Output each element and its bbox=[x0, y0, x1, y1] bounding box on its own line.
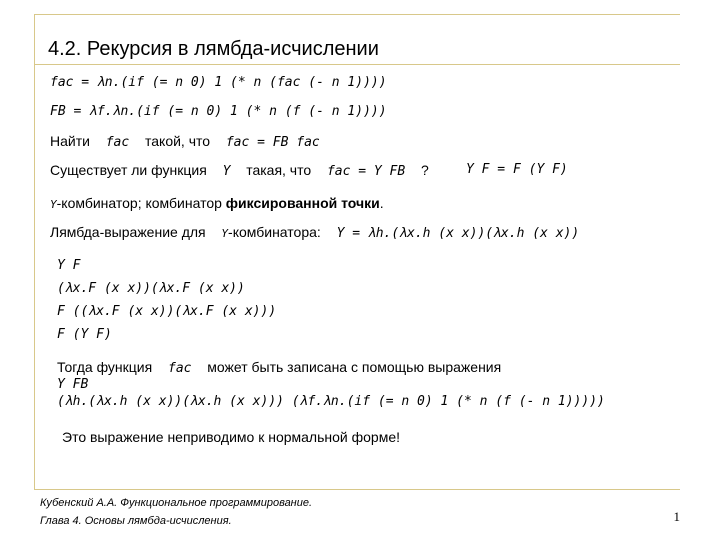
fb-definition: FB = λf.λn.(if (= n 0) 1 (* n (f (- n 1)))) bbox=[50, 104, 387, 119]
fixed-point-equation: Y F = F (Y F) bbox=[466, 162, 568, 177]
lambda-expression-text-1: Лямбда-выражение для bbox=[50, 224, 206, 240]
exists-y-term: Y bbox=[222, 164, 231, 179]
y-combinator-definition: Y = λh.(λx.h (x x))(λx.h (x x)) bbox=[336, 226, 580, 241]
find-fac-term: fac bbox=[105, 135, 130, 150]
slide-title: 4.2. Рекурсия в лямбда-исчислении bbox=[48, 38, 379, 60]
full-fac-expression: (λh.(λx.h (x x))(λx.h (x x))) (λf.λn.(if (= n 0) 1 (* n (f (- n 1))))) bbox=[57, 394, 605, 409]
fixed-point-term: фиксированной точки bbox=[225, 195, 380, 211]
footer-separator-line bbox=[34, 489, 680, 490]
exists-y-question-mark: ? bbox=[421, 162, 429, 178]
y-combinator-period: . bbox=[379, 195, 384, 211]
exists-y-text-2: такая, что bbox=[246, 162, 312, 178]
exists-y-equation: fac = Y FB bbox=[326, 164, 406, 179]
y-combinator-letter: Y bbox=[50, 198, 57, 211]
lambda-expression-text-2: -комбинатора: bbox=[228, 224, 321, 240]
then-function-text-1: Тогда функция bbox=[57, 359, 153, 375]
footer-chapter: Глава 4. Основы лямбда-исчисления. bbox=[40, 515, 232, 527]
lambda-expression-line bbox=[50, 224, 579, 241]
find-fac-equation: fac = FB fac bbox=[225, 135, 320, 150]
lambda-expression-y: Y bbox=[221, 227, 229, 240]
derivation-step-1: Y F bbox=[57, 258, 81, 273]
title-underline bbox=[34, 64, 680, 65]
derivation-step-4: F (Y F) bbox=[57, 327, 112, 342]
derivation-step-3: F ((λx.F (x x))(λx.F (x x))) bbox=[57, 304, 277, 319]
find-fac-text-2: такой, что bbox=[145, 133, 211, 149]
exists-y-text-1: Существует ли функция bbox=[50, 162, 207, 178]
find-fac-text-1: Найти bbox=[50, 133, 90, 149]
find-fac-line bbox=[50, 133, 320, 150]
y-combinator-text: -комбинатор; комбинатор bbox=[56, 195, 226, 211]
then-function-line bbox=[57, 359, 501, 376]
footer-author: Кубенский А.А. Функциональное программирование. bbox=[40, 497, 313, 509]
top-border-line bbox=[34, 14, 680, 15]
left-border-line bbox=[34, 14, 35, 489]
then-function-text-2: может быть записана с помощью выражения bbox=[207, 359, 502, 375]
fac-definition: fac = λn.(if (= n 0) 1 (* n (fac (- n 1)))) bbox=[50, 75, 387, 90]
y-combinator-line bbox=[50, 195, 384, 211]
page-number: 1 bbox=[673, 509, 680, 524]
then-function-fac: fac bbox=[168, 361, 192, 376]
y-fb-expression: Y FB bbox=[57, 377, 89, 392]
derivation-step-2: (λx.F (x x))(λx.F (x x)) bbox=[57, 281, 245, 296]
exists-y-line bbox=[50, 162, 429, 179]
irreducible-note: Это выражение неприводимо к нормальной форме! bbox=[62, 429, 401, 445]
